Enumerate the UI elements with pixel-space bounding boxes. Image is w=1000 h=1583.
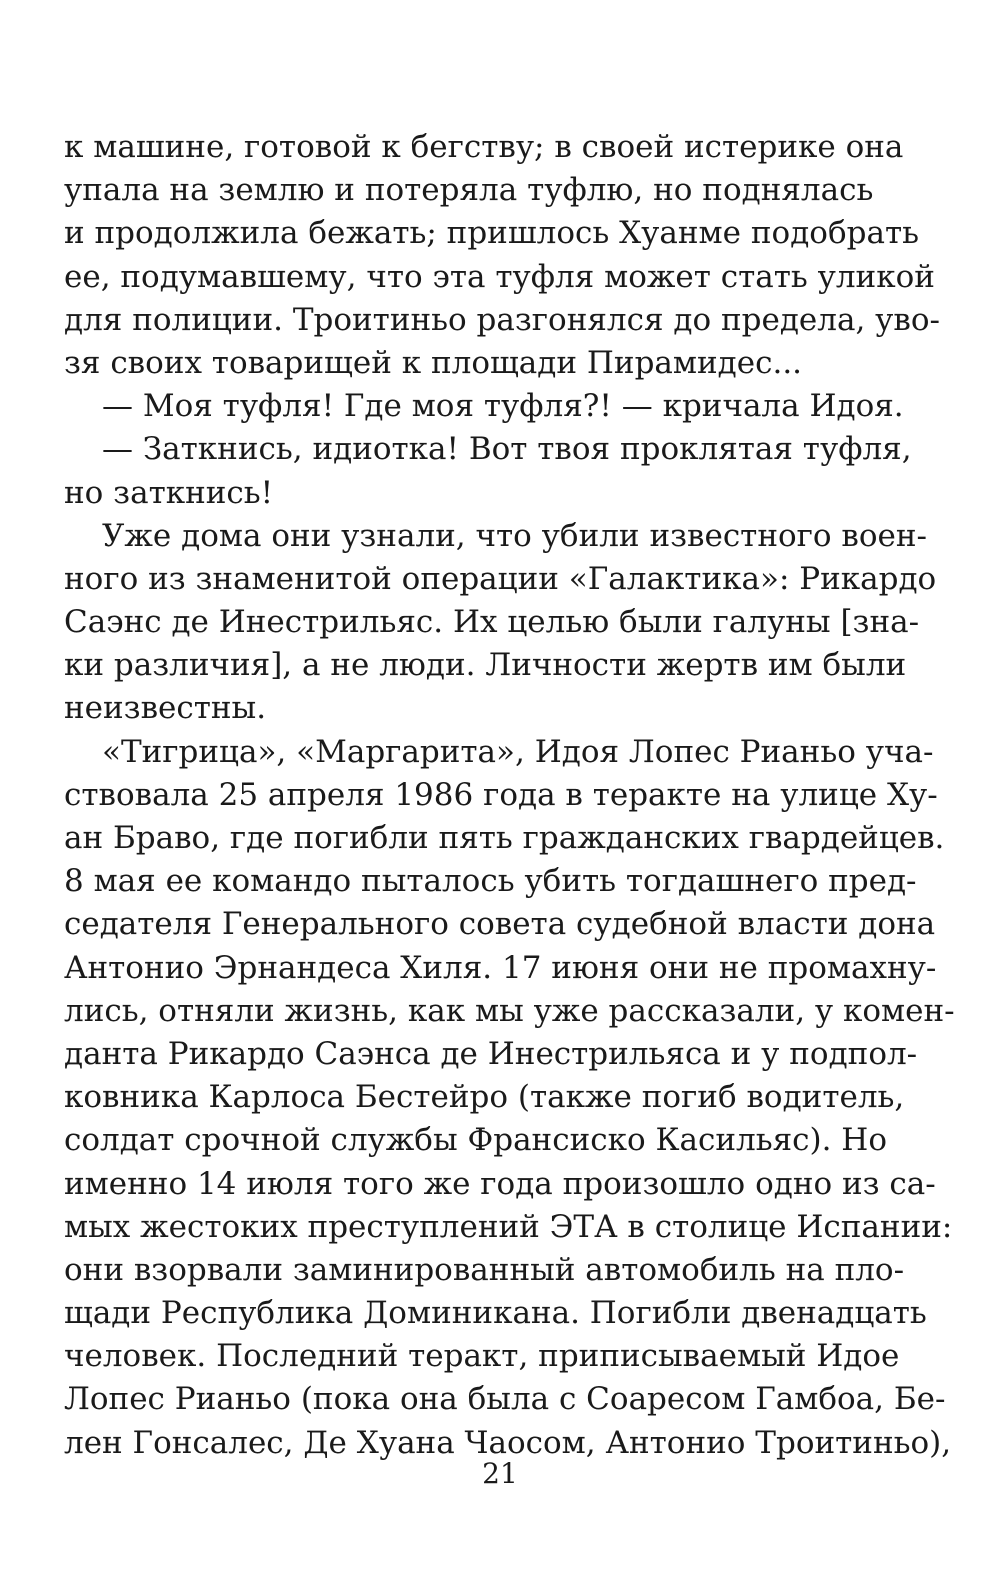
paragraph-start-line: «Тигрица», «Маргарита», Идоя Лопес Рианьо уча- (102, 733, 934, 770)
text-line: к машине, готовой к бегству; в своей истерике она (64, 129, 904, 165)
text-line: лись, отняли жизнь, как мы уже рассказали, у комен- (64, 992, 955, 1029)
paragraph-start-line: Уже дома они узнали, что убили известного воен- (102, 517, 928, 554)
text-line: именно 14 июля того же года произошло одно из са- (64, 1165, 936, 1202)
page-number: 21 (482, 1457, 518, 1490)
text-line: ствовала 25 апреля 1986 года в теракте на улице Ху- (64, 776, 938, 813)
dialogue-line: — Моя туфля! Где моя туфля?! — кричала Идоя. (102, 388, 904, 425)
text-line: Лопес Рианьо (пока она была с Соаресом Гамбоа, Бе- (64, 1381, 946, 1418)
text-line: упала на землю и потеряла туфлю, но поднялась (64, 172, 874, 209)
text-line: человек. Последний теракт, приписываемый Идое (64, 1338, 900, 1375)
text-line: но заткнись! (64, 474, 274, 511)
text-line: 8 мая ее командо пыталось убить тогдашнего пред- (64, 863, 917, 900)
body-text (64, 126, 955, 1465)
text-line: Антонио Эрнандеса Хиля. 17 июня они не промахну- (64, 949, 937, 986)
text-line: ного из знаменитой операции «Галактика»: Рикардо (64, 560, 937, 597)
text-line: ан Браво, где погибли пять гражданских гвардейцев. (64, 820, 945, 856)
text-line: мых жестоких преступлений ЭТА в столице Испании: (64, 1208, 953, 1245)
text-line: лен Гонсалес, Де Хуана Чаосом, Антонио Троитиньо), (64, 1424, 952, 1461)
text-line: щади Республика Доминикана. Погибли двенадцать (64, 1295, 927, 1332)
text-line: они взорвали заминированный автомобиль на пло- (64, 1251, 905, 1288)
text-line: Саэнс де Инестрильяс. Их целью были галуны [зна- (64, 604, 920, 641)
text-line: данта Рикардо Саэнса де Инестрильяса и у подпол- (64, 1035, 918, 1072)
dialogue-line: — Заткнись, идиотка! Вот твоя проклятая туфля, (102, 431, 912, 468)
text-line: солдат срочной службы Франсиско Касильяс). Но (64, 1122, 887, 1159)
text-line: ее, подумавшему, что эта туфля может стать уликой (64, 258, 935, 295)
text-line: неизвестны. (64, 690, 267, 727)
text-line: и продолжила бежать; пришлось Хуанме подобрать (64, 215, 919, 252)
text-line: ки различия], а не люди. Личности жертв им были (64, 647, 907, 684)
text-line: для полиции. Троитиньо разгонялся до предела, уво- (64, 301, 940, 338)
text-line: седателя Генерального совета судебной власти дона (64, 906, 936, 943)
text-line: зя своих товарищей к площади Пирамидес... (64, 344, 803, 381)
text-line: ковника Карлоса Бестейро (также погиб водитель, (64, 1079, 905, 1116)
